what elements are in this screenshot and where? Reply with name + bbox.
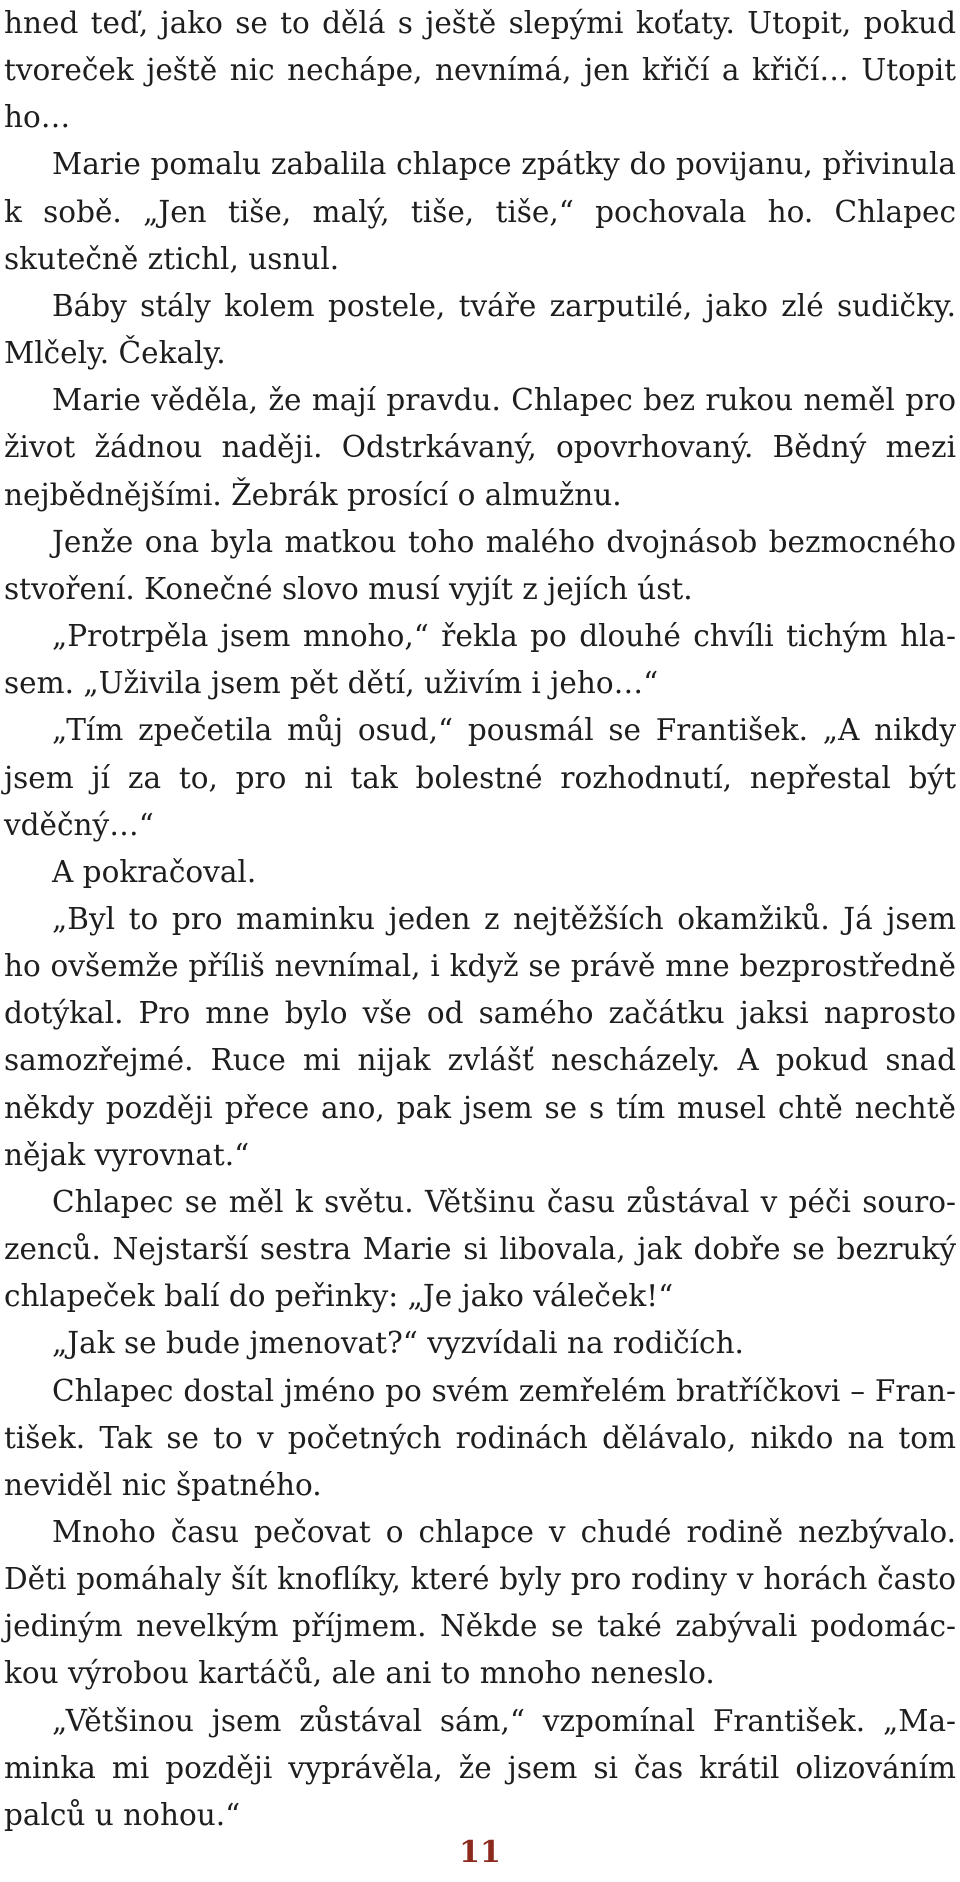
paragraph: „Byl to pro maminku jeden z nejtěžších okamžiků. Já jsem ho ovšemže příliš nevnímal, i když se právě mne bezprostředně dotýkal. Pro mne bylo vše od samého začátku jaksi naprosto samozřejmé. Ruce mi nijak zvlášť nescházely. A pokud snad někdy později přece ano, pak jsem se s tím musel chtě nechtě nějak vyrovnat.“ — [4, 901, 956, 1172]
page-number: 11 — [459, 1835, 501, 1870]
paragraph: Mnoho času pečovat o chlapce v chudé rodině nezbývalo. Děti pomáhaly šít knoflíky, které byly pro rodiny v horách často jediným nevelkým příjmem. Někde se také zabývali podomáckou výrobou kartáčů, ale ani to mnoho neneslo. — [4, 1515, 956, 1691]
paragraph: hned teď, jako se to dělá s ještě slepými koťaty. Utopit, pokud tvoreček ještě nic nechápe, nevnímá, jen křičí a křičí… Utopit ho… — [4, 6, 956, 135]
paragraph: Marie věděla, že mají pravdu. Chlapec bez rukou neměl pro život žádnou naději. Odstrkávaný, opovrhovaný. Bědný mezi nejbědnějšími. Žebrák prosící o almužnu. — [4, 383, 956, 512]
paragraph: „Tím zpečetila můj osud,“ pousmál se František. „A nikdy jsem jí za to, pro ni tak bolestné rozhodnutí, nepřestal být vděčný…“ — [4, 713, 956, 842]
paragraph: Chlapec dostal jméno po svém zemřelém bratříčkovi – František. Tak se to v početných rodinách dělávalo, nikdo na tom neviděl nic špatného. — [4, 1373, 956, 1502]
paragraph: „Protrpěla jsem mnoho,“ řekla po dlouhé chvíli tichým hlasem. „Uživila jsem pět dětí, uživím i jeho…“ — [4, 619, 956, 701]
paragraph: Jenže ona byla matkou toho malého dvojnásob bezmocného stvoření. Konečné slovo musí vyjít z jejích úst. — [4, 524, 956, 606]
paragraph: A pokračoval. — [52, 854, 257, 889]
paragraph: Chlapec se měl k světu. Většinu času zůstával v péči sourozenců. Nejstarší sestra Marie si libovala, jak dobře se bezruký chlapeček balí do peřinky: „Je jako váleček!“ — [4, 1184, 956, 1314]
paragraph: „Většinou jsem zůstával sám,“ vzpomínal František. „Maminka mi později vyprávěla, že jsem si čas krátil olizováním palců u nohou.“ — [4, 1703, 956, 1832]
book-page-text — [4, 0, 956, 1839]
paragraph: „Jak se bude jmenovat?“ vyzvídali na rodičích. — [52, 1326, 744, 1361]
paragraph: Marie pomalu zabalila chlapce zpátky do povijanu, přivinula k sobě. „Jen tiše, malý, tiše, tiše,“ pochovala ho. Chlapec skutečně ztichl, usnul. — [4, 147, 956, 276]
paragraph: Báby stály kolem postele, tváře zarputilé, jako zlé sudičky. Mlčely. Čekaly. — [4, 288, 956, 371]
